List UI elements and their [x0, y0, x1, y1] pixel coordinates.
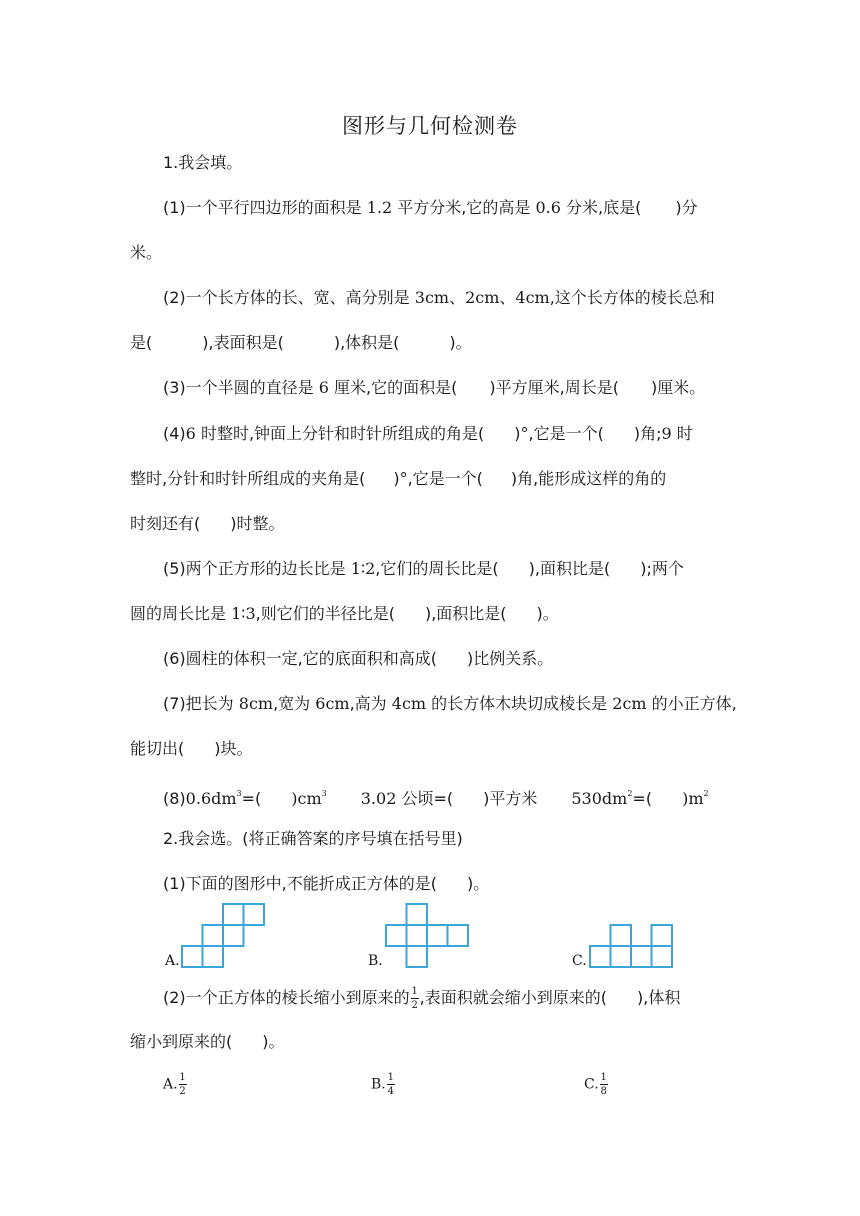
choice-c: C. $\frac{1}{8}$	[584, 1072, 607, 1097]
option-c-label: C.	[572, 953, 587, 969]
cube-net-c	[589, 924, 675, 970]
q1-5-line1: (5)两个正方形的边长比是 1∶2,它们的周长比是( ),面积比是( );两个	[163, 559, 684, 578]
section1-heading: 1.我会填。	[163, 153, 243, 172]
choice-a: A. $\frac{1}{2}$	[163, 1072, 186, 1097]
q1-4-line3: 时刻还有( )时整。	[130, 514, 285, 533]
section2-heading: 2.我会选。(将正确答案的序号填在括号里)	[163, 829, 463, 848]
q1-1-line2: 米。	[130, 243, 163, 262]
q1-1-line1: (1)一个平行四边形的面积是 1.2 平方分米,它的高是 0.6 分米,底是( )分	[163, 198, 698, 217]
q2-2-line2: 缩小到原来的( )。	[130, 1032, 285, 1051]
cube-net-a	[181, 903, 267, 970]
q1-4-line1: (4)6 时整时,钟面上分针和时针所组成的角是( )°,它是一个( )角;9 时	[163, 424, 693, 443]
q1-3-line1: (3)一个半圆的直径是 6 厘米,它的面积是( )平方厘米,周长是( )厘米。	[163, 378, 706, 397]
q2-1-line1: (1)下面的图形中,不能折成正方体的是( )。	[163, 874, 490, 893]
q2-2-line1: (2)一个正方体的棱长缩小到原来的 $\frac{1}{2}$ ,表面积就会缩小到原来的( ),体积	[163, 986, 681, 1011]
cube-net-a-figure	[181, 903, 267, 970]
q1-8-line1: $(8)0.6dm^3=$( )$cm^3$ 3.02 公顷=( )平方米 $530dm^2=$( )$m^2$	[163, 789, 709, 808]
q1-4-line2: 整时,分针和时针所组成的夹角是( )°,它是一个( )角,能形成这样的角的	[130, 469, 667, 488]
q1-7-line2: 能切出( )块。	[130, 739, 253, 758]
cube-net-c-figure	[589, 924, 675, 970]
q1-6-line1: (6)圆柱的体积一定,它的底面积和高成( )比例关系。	[163, 649, 554, 668]
choice-b: B. $\frac{1}{4}$	[371, 1072, 394, 1097]
q1-5-line2: 圆的周长比是 1∶3,则它们的半径比是( ),面积比是( )。	[130, 604, 559, 623]
q1-7-line1: (7)把长为 8cm,宽为 6cm,高为 4cm 的长方体木块切成棱长是 2cm 的小正方体,	[163, 694, 737, 713]
q1-2-line2: 是( ),表面积是( ),体积是( )。	[130, 333, 472, 352]
cube-net-b-figure	[385, 903, 471, 970]
q1-2-line1: (2)一个长方体的长、宽、高分别是 3cm、2cm、4cm,这个长方体的棱长总和	[163, 288, 715, 307]
fraction: $\frac{1}{2}$	[411, 986, 418, 1011]
cube-net-b	[385, 903, 471, 970]
page-title: 图形与几何检测卷	[342, 114, 518, 138]
option-b-label: B.	[368, 953, 383, 969]
option-a-label: A.	[165, 953, 180, 969]
